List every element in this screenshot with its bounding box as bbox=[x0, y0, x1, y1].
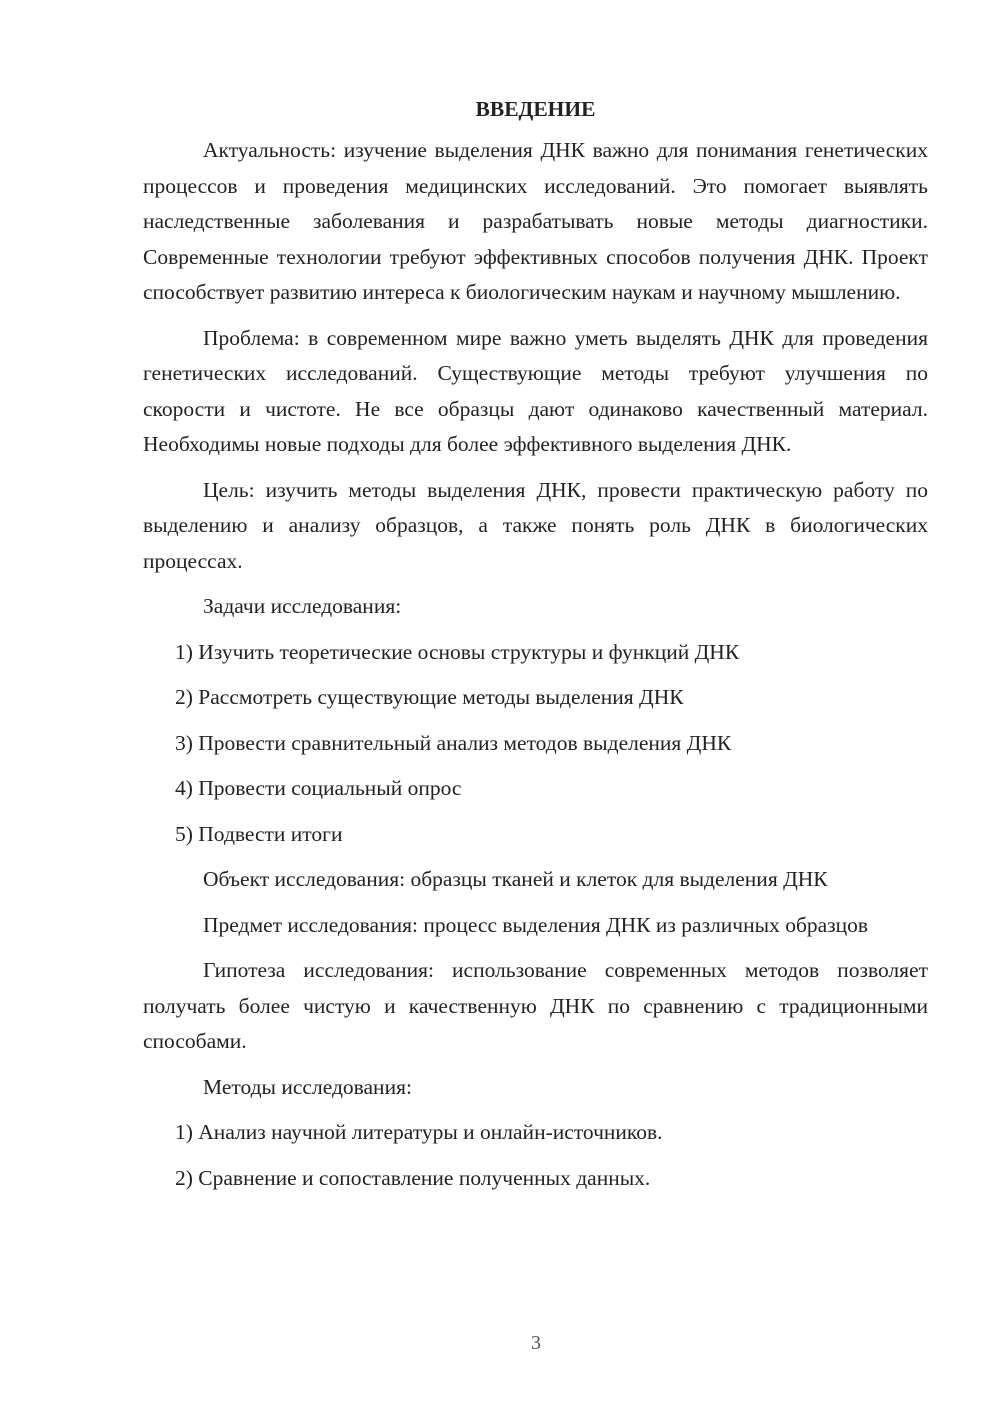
list-item: 3) Провести сравнительный анализ методов выделения ДНК bbox=[175, 730, 732, 755]
list-item: 4) Провести социальный опрос bbox=[175, 776, 462, 800]
methods-list bbox=[143, 1115, 928, 1196]
tasks-list bbox=[143, 635, 928, 853]
methods-label: Методы исследования: bbox=[203, 1074, 412, 1099]
hypothesis-paragraph: Гипотеза исследования: использование современных методов позволяет получать более чистую и качественную ДНК по сравнению с традиционными способами. bbox=[143, 958, 928, 1053]
goal-paragraph: Цель: изучить методы выделения ДНК, провести практическую работу по выделению и анализу образцов, а также понять роль ДНК в биологических процессах. bbox=[143, 477, 928, 573]
relevance-paragraph: Актуальность: изучение выделения ДНК важно для понимания генетических процессов и проведения медицинских исследований. Это помогает выявлять наследственные заболевания и разрабатывать новые методы диагностики. Современные технологии требуют эффективных способов получения ДНК. Проект способствует развитию интереса к биологическим наукам и научному мышлению. bbox=[143, 138, 928, 304]
list-item: 1) Анализ научной литературы и онлайн-источников. bbox=[175, 1120, 663, 1144]
tasks-label: Задачи исследования: bbox=[203, 594, 402, 618]
list-item: 1) Изучить теоретические основы структуры и функций ДНК bbox=[175, 639, 740, 664]
page-number: 3 bbox=[531, 1332, 541, 1354]
page-title: ВВЕДЕНИЕ bbox=[475, 97, 596, 121]
list-item: 5) Подвести итоги bbox=[175, 821, 343, 846]
document-page bbox=[143, 92, 928, 1206]
object-paragraph: Объект исследования: образцы тканей и клеток для выделения ДНК bbox=[203, 867, 828, 891]
problem-paragraph: Проблема: в современном мире важно уметь выделять ДНК для проведения генетических исследований. Существующие методы требуют улучшения по скорости и чистоте. Не все образцы дают одинаково качественный материал. Необходимы новые подходы для более эффективного выделения ДНК. bbox=[143, 325, 928, 456]
list-item: 2) Сравнение и сопоставление полученных данных. bbox=[175, 1165, 651, 1190]
list-item: 2) Рассмотреть существующие методы выделения ДНК bbox=[175, 685, 684, 709]
subject-paragraph: Предмет исследования: процесс выделения ДНК из различных образцов bbox=[203, 912, 869, 937]
